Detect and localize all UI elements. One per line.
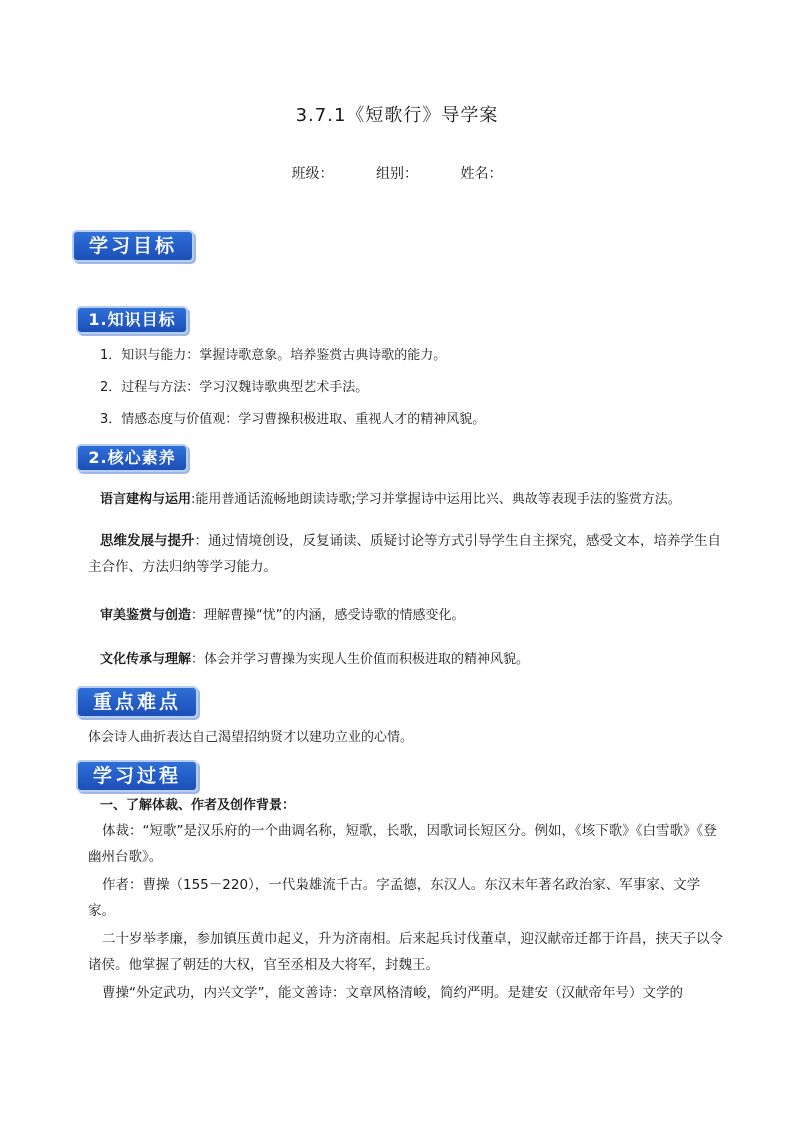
group-field: 组别： [376,166,418,182]
process-heading: 一、了解体裁、作者及创作背景： [100,798,296,813]
process-para-career: 二十岁举孝廉，参加镇压黄巾起义，升为济南相。后来起兵讨伐董卓，迎汉献帝迁都于许昌，挟天子以令诸侯。他掌握了朝廷的大权，官至丞相及大将军，封魏王。 [88,931,723,973]
process-para-literature: 曹操“外定武功，内兴文学”，能文善诗：文章风格清峻，简约严明。是建安（汉献帝年号）文学的 [102,985,683,1001]
knowledge-item-2: 2．过程与方法：学习汉魏诗歌典型艺术手法。 [100,380,369,395]
student-info-line [0,164,794,184]
core-item-text: ：通过情境创设，反复诵读、质疑讨论等方式引导学生自主探究，感受文本，培养学生自主合作、方法归纳等学习能力。 [88,533,721,575]
core-literacy-badge: 2.核心素养 [76,444,188,472]
class-field: 班级： [291,166,334,182]
core-item-text: ：体会并学习曹操为实现人生价值而积极进取的精神风貌。 [191,652,530,667]
learning-goals-badge: 学习目标 [72,230,194,262]
core-item-language [100,490,681,510]
knowledge-item-1: 1．知识与能力：掌握诗歌意象。培养鉴赏古典诗歌的能力。 [100,348,447,363]
core-item-culture [100,650,529,670]
process-para-author: 作者：曹操（155－220），一代枭雄流千古。字孟德，东汉人。东汉末年著名政治家、军事家、文学家。 [88,877,701,919]
core-item-text: ：理解曹操“忧”的内涵，感受诗歌的情感变化。 [191,608,465,623]
core-item-label: 思维发展与提升 [100,533,195,549]
name-field: 姓名： [460,166,503,182]
core-item-label: 审美鉴赏与创造 [100,608,192,623]
key-difficulties-badge: 重点难点 [76,686,198,718]
core-item-aesthetic [100,606,465,626]
knowledge-goals-badge: 1.知识目标 [76,306,188,334]
key-difficulties-text: 体会诗人曲折表达自己渴望招纳贤才以建功立业的心情。 [88,730,414,745]
knowledge-item-3: 3．情感态度与价值观：学习曹操积极进取、重视人才的精神风貌。 [100,412,486,427]
learning-process-badge: 学习过程 [76,760,198,792]
process-para-genre: 体裁：“短歌”是汉乐府的一个曲调名称，短歌，长歌，因歌词长短区分。例如，《垓下歌》《白雪歌》《登幽州台歌》。 [88,823,717,865]
core-item-label: 文化传承与理解 [100,652,192,667]
core-item-thinking [88,528,724,580]
page-title: 3.7.1《短歌行》导学案 [295,105,499,126]
core-item-text: :能用普通话流畅地朗读诗歌;学习并掌握诗中运用比兴、典故等表现手法的鉴赏方法。 [191,492,681,507]
core-item-label: 语言建构与运用 [100,492,192,507]
